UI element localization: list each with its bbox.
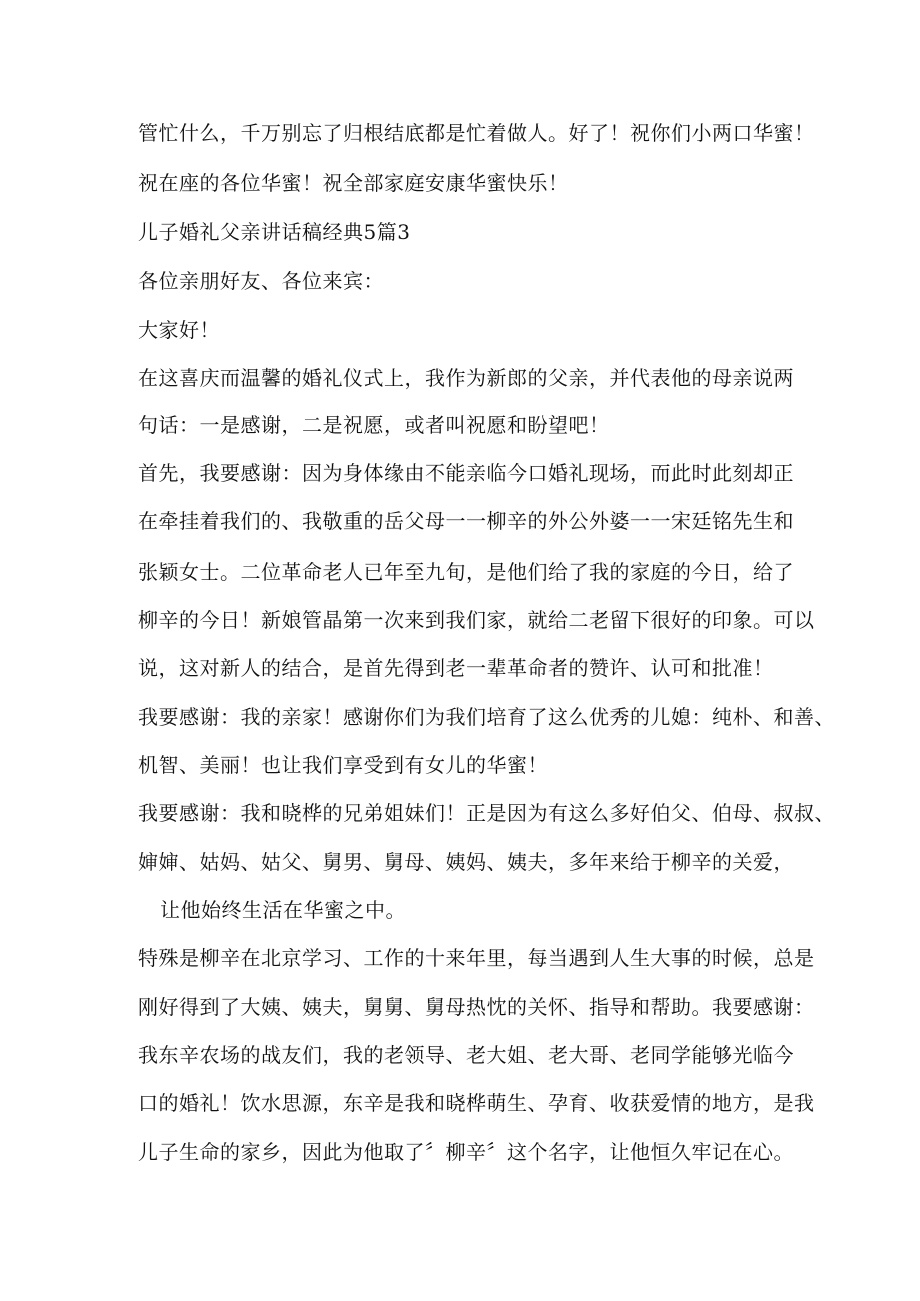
text-line: 在牵挂着我们的、我敬重的岳父母一一柳辛的外公外婆一一宋廷铭先生和 (138, 509, 794, 533)
text-line: 祝在座的各位华蜜！祝全部家庭安康华蜜快乐！ (138, 171, 569, 195)
text-line: 让他始终生活在华蜜之中。 (160, 898, 406, 922)
text-line: 首先，我要感谢：因为身体缘由不能亲临今口婚礼现场，而此时此刻却正 (138, 461, 794, 485)
text-line: 儿子生命的家乡，因此为他取了〞柳辛〞这个名字，让他恒久牢记在心。 (138, 1140, 794, 1164)
text-line: 我要感谢：我和晓桦的兄弟姐妹们！正是因为有这么多好伯父、伯母、叔叔、 (138, 801, 835, 825)
section-heading: 儿子婚礼父亲讲话稿经典5篇3 (138, 220, 411, 244)
text-line: 婶婶、姑妈、姑父、舅男、舅母、姨妈、姨夫，多年来给于柳辛的关爱， (138, 850, 794, 874)
text-line: 说，这对新人的结合，是首先得到老一辈革命者的赞许、认可和批准！ (138, 656, 774, 680)
text-line: 我要感谢：我的亲家！感谢你们为我们培育了这么优秀的儿媳：纯朴、和善、 (138, 705, 835, 729)
text-line: 柳辛的今日！新娘管晶第一次来到我们家，就给二老留下很好的印象。可以 (138, 608, 815, 632)
text-line: 特殊是柳辛在北京学习、工作的十来年里，每当遇到人生大事的时候，总是 (138, 946, 815, 970)
text-line: 刚好得到了大姨、姨夫，舅舅、舅母热忱的关怀、指导和帮助。我要感谢： (138, 995, 815, 1019)
text-line: 在这喜庆而温馨的婚礼仪式上，我作为新郎的父亲，并代表他的母亲说两 (138, 366, 794, 390)
text-line: 机智、美丽！也让我们享受到有女儿的华蜜！ (138, 753, 548, 777)
text-line: 张颖女士。二位革命老人已年至九旬，是他们给了我的家庭的今日，给了 (138, 560, 794, 584)
text-line: 句话：一是感谢，二是祝愿，或者叫祝愿和盼望吧！ (138, 413, 610, 437)
text-line: 口的婚礼！饮水思源，东辛是我和晓桦萌生、孕育、收获爱情的地方，是我 (138, 1091, 815, 1115)
greeting: 大家好！ (138, 318, 220, 342)
text-line: 我东辛农场的战友们，我的老领导、老大姐、老大哥、老同学能够光临今 (138, 1043, 794, 1067)
text-line: 管忙什么，千万别忘了归根结底都是忙着做人。好了！祝你们小两口华蜜！ (138, 121, 815, 145)
salutation: 各位亲朋好友、各位来宾： (138, 269, 384, 293)
